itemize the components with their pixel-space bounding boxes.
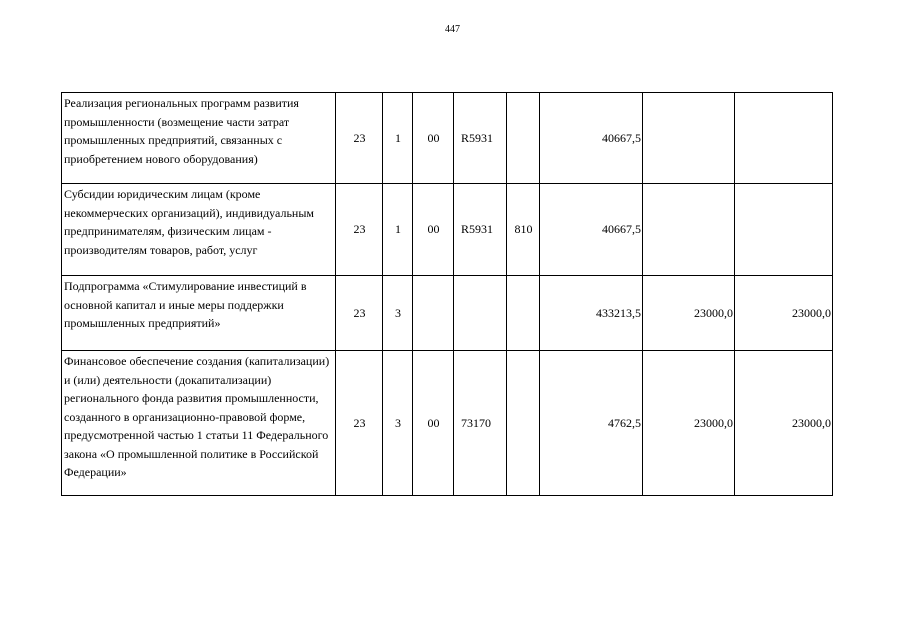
- gp-code-cell: 23: [336, 184, 383, 276]
- sum-year2-cell: [643, 93, 735, 184]
- om-code-cell: [413, 276, 454, 351]
- sum-year1-cell: 40667,5: [540, 93, 643, 184]
- row-name-cell: Реализация региональных программ развития промышленности (возмещение части затрат промышленных предприятий, связанных с приобретением нового оборудования): [62, 93, 336, 184]
- budget-table: [61, 92, 833, 496]
- sum-year3-cell: [735, 93, 833, 184]
- table-row: [62, 184, 833, 276]
- vr-code-cell: [507, 351, 540, 496]
- sum-year2-cell: 23000,0: [643, 276, 735, 351]
- table-row: [62, 93, 833, 184]
- pp-code-cell: 3: [383, 276, 413, 351]
- om-code-cell: 00: [413, 184, 454, 276]
- sum-year2-cell: [643, 184, 735, 276]
- sum-year3-cell: [735, 184, 833, 276]
- vr-code-cell: 810: [507, 184, 540, 276]
- row-name-cell: Финансовое обеспечение создания (капитализации) и (или) деятельности (докапитализации) регионального фонда развития промышленности, созданного в организационно-правовой форме, предусмотренной частью 1 статьи 11 Федерального закона «О промышленной политике в Российской Федерации»: [62, 351, 336, 496]
- gp-code-cell: 23: [336, 351, 383, 496]
- om-code-cell: 00: [413, 93, 454, 184]
- sum-year3-cell: 23000,0: [735, 276, 833, 351]
- pp-code-cell: 1: [383, 93, 413, 184]
- direction-code-cell: 73170: [454, 351, 507, 496]
- page-number: 447: [445, 24, 460, 35]
- row-name-cell: Субсидии юридическим лицам (кроме некоммерческих организаций), индивидуальным предпринимателям, физическим лицам - производителям товаров, работ, услуг: [62, 184, 336, 276]
- direction-code-cell: R5931: [454, 93, 507, 184]
- om-code-cell: 00: [413, 351, 454, 496]
- pp-code-cell: 1: [383, 184, 413, 276]
- sum-year1-cell: 40667,5: [540, 184, 643, 276]
- vr-code-cell: [507, 276, 540, 351]
- sum-year3-cell: 23000,0: [735, 351, 833, 496]
- sum-year1-cell: 4762,5: [540, 351, 643, 496]
- direction-code-cell: [454, 276, 507, 351]
- sum-year2-cell: 23000,0: [643, 351, 735, 496]
- sum-year1-cell: 433213,5: [540, 276, 643, 351]
- gp-code-cell: 23: [336, 276, 383, 351]
- row-name-cell: Подпрограмма «Стимулирование инвестиций в основной капитал и иные меры поддержки промышленных предприятий»: [62, 276, 336, 351]
- pp-code-cell: 3: [383, 351, 413, 496]
- table-row: [62, 351, 833, 496]
- table-row: [62, 276, 833, 351]
- gp-code-cell: 23: [336, 93, 383, 184]
- direction-code-cell: R5931: [454, 184, 507, 276]
- vr-code-cell: [507, 93, 540, 184]
